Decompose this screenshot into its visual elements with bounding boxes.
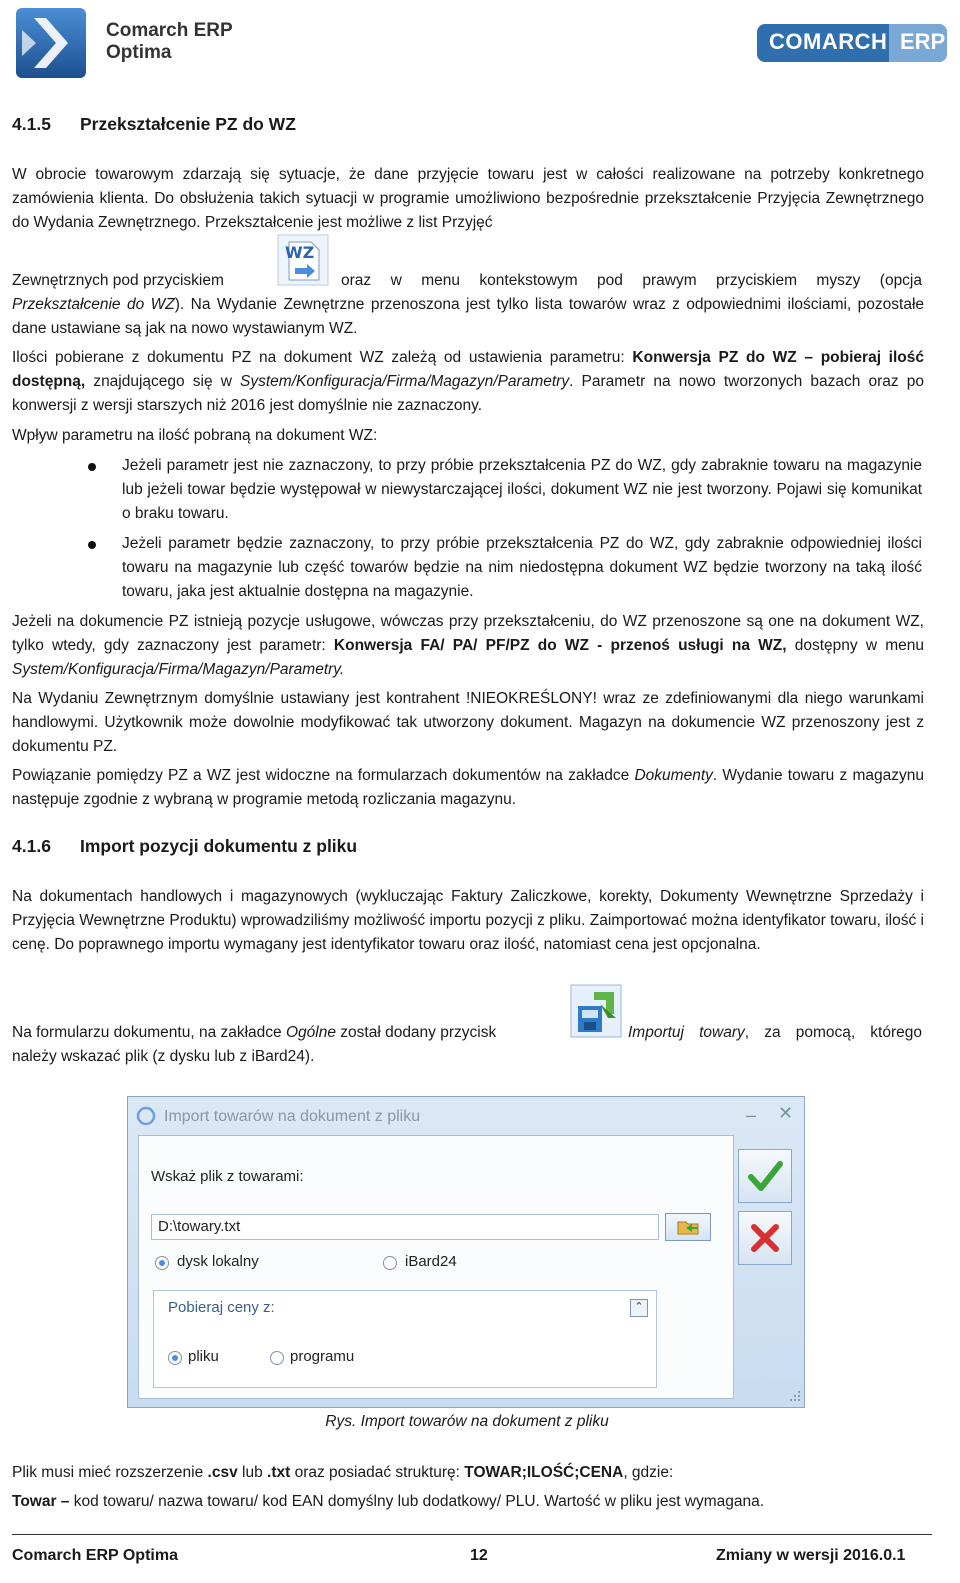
section-heading-416 (12, 836, 357, 857)
close-icon[interactable]: ✕ (778, 1103, 794, 1123)
parameter-name: Konwersja FA/ PA/ PF/PZ do WZ - przenoś usługi na WZ, (333, 637, 787, 654)
option-name: Przekształcenie do WZ (12, 296, 175, 313)
radio-label-local-disk: dysk lokalny (177, 1253, 259, 1270)
browse-button[interactable] (665, 1213, 711, 1241)
paragraph: Wpływ parametru na ilość pobraną na dokument WZ: (12, 427, 378, 444)
convert-to-wz-icon (277, 234, 329, 286)
radio-local-disk[interactable] (155, 1256, 169, 1270)
comarch-erp-logo (757, 24, 947, 62)
paragraph-fragment: należy wskazać plik (z dysku lub z iBard24). (12, 1048, 315, 1065)
cancel-button[interactable] (738, 1211, 792, 1265)
confirm-button[interactable] (738, 1149, 792, 1203)
paragraph-fragment (12, 1021, 496, 1045)
paragraph-text: , za pomocą, którego (744, 1024, 922, 1041)
paragraph-text: ). Na Wydanie Zewnętrzne przenoszona jest tylko lista towarów wraz z odpowiednimi ilościami, pozostałe dane ustawiane są jak na nowo wystawianym WZ. (12, 296, 925, 337)
paragraph: Na Wydaniu Zewnętrznym domyślnie ustawiany jest kontrahent !NIEOKREŚLONY! wraz ze zdefiniowanymi dla niego warunkami handlowymi. Użytkownik może dowolnie modyfikować tak utworzony dokument. Magazyn na dokumencie WZ przenoszony jest z dokumentu PZ. (12, 690, 924, 755)
import-dialog-screenshot (127, 1096, 805, 1408)
paragraph-text: Na formularzu dokumentu, na zakładce (12, 1024, 286, 1041)
price-source-group (153, 1290, 657, 1388)
section-number: 4.1.6 (12, 836, 51, 856)
paragraph (12, 1461, 924, 1485)
group-title: Pobieraj ceny z: (168, 1299, 275, 1316)
paragraph (12, 610, 924, 682)
folder-icon (666, 1214, 710, 1240)
tab-name: Ogólne (285, 1024, 336, 1041)
logo-word-erp: ERP (900, 29, 946, 54)
paragraph (12, 293, 924, 341)
footer-version: Zmiany w wersji 2016.0.1 (716, 1547, 906, 1564)
dialog-title: Import towarów na dokument z pliku (164, 1108, 421, 1125)
checkmark-icon (739, 1150, 791, 1202)
cross-icon (739, 1212, 791, 1264)
button-name: Importuj towary (628, 1024, 745, 1041)
paragraph: W obrocie towarowym zdarzają się sytuacje, że dane przyjęcie towaru jest w całości realizowane na potrzeby konkretnego zamówienia klienta. Do obsłużenia takich sytuacji w programie umożliwiono bezpośrednie przekształcenie Przyjęcia Zewnętrznego do Wydania Zewnętrznego. Przekształcenie jest możliwe z list Przyjęć (12, 166, 924, 231)
footer-divider (12, 1534, 932, 1535)
footer-product: Comarch ERP Optima (12, 1547, 178, 1564)
file-structure: TOWAR;ILOŚĆ;CENA (464, 1464, 624, 1481)
section-title: Import pozycji dokumentu z pliku (80, 836, 358, 856)
paragraph-text: lub (237, 1464, 268, 1481)
resize-grip-icon[interactable] (788, 1389, 802, 1403)
paragraph (12, 346, 924, 418)
logo-word-comarch: COMARCH (769, 29, 888, 54)
paragraph-text: , gdzie: (623, 1464, 674, 1481)
footer-page-number: 12 (470, 1547, 488, 1564)
file-extension: .txt (267, 1464, 291, 1481)
list-item: Jeżeli parametr będzie zaznaczony, to przy próbie przekształcenia PZ do WZ, gdy zabraknie odpowiedniej ilości towaru na magazynie lub część towarów będzie na nim niedostępna dokument WZ będzie tworzony na taką ilość towaru, jaka jest aktualnie dostępna na magazynie. (122, 535, 922, 600)
radio-price-file[interactable] (168, 1351, 182, 1365)
paragraph-text: dostępny w menu (786, 637, 924, 654)
brand-line-2: Optima (106, 42, 172, 63)
paragraph-text: Powiązanie pomiędzy PZ a WZ jest widoczne na formularzach dokumentów na zakładce (12, 767, 635, 784)
paragraph-text: . Wydanie towaru z magazynu następuje zgodnie z wybraną w programie metodą rozliczania magazynu. (12, 767, 924, 808)
paragraph-fragment: oraz w menu kontekstowym pod prawym przyciskiem myszy (opcja (341, 272, 922, 289)
paragraph-text: kod towaru/ nazwa towaru/ kod EAN domyślny lub dodatkowy/ PLU. Wartość w pliku jest wymagana. (69, 1493, 765, 1510)
section-number: 4.1.5 (12, 114, 51, 134)
radio-label-ibard24: iBard24 (405, 1253, 457, 1270)
bullet-dot (88, 463, 96, 471)
bullet-dot (88, 541, 96, 549)
paragraph-text: Plik musi mieć rozszerzenie (12, 1464, 208, 1481)
tab-name: Dokumenty (634, 767, 713, 784)
file-extension: .csv (207, 1464, 238, 1481)
paragraph-fragment: Zewnętrznych pod przyciskiem (12, 272, 224, 289)
paragraph (12, 764, 924, 812)
paragraph: Na dokumentach handlowych i magazynowych (wykluczając Faktury Zaliczkowe, korekty, Dokumenty Wewnętrzne Sprzedaży i Przyjęcia Wewnętrzne Produktu) wprowadziliśmy możliwość importu pozycji z pliku. Zaimportować można identyfikator towaru, ilość i cenę. Do poprawnego importu wymagany jest identyfikator towaru oraz ilość, natomiast cena jest opcjonalna. (12, 888, 924, 953)
paragraph-text: znajdującego się w (85, 373, 241, 390)
parameter-name: Konwersja PZ do WZ – pobieraj ilość dostępną, (12, 349, 925, 390)
section-title: Przekształcenie PZ do WZ (80, 114, 296, 134)
paragraph (12, 1490, 924, 1514)
brand-name (106, 20, 233, 64)
list-item: Jeżeli parametr jest nie zaznaczony, to przy próbie przekształcenia PZ do WZ, gdy zabraknie towaru na magazynie lub jeżeli towar będzie występował w niewystarczającej ilości, dokument WZ nie jest tworzony. Pojawi się komunikat o braku towaru. (122, 457, 922, 522)
minimize-icon[interactable]: – (746, 1105, 757, 1125)
menu-path: System/Konfiguracja/Firma/Magazyn/Parametry (240, 373, 570, 390)
dialog-panel (138, 1135, 734, 1399)
menu-path: System/Konfiguracja/Firma/Magazyn/Parametry. (12, 661, 345, 678)
svg-text:WZ: WZ (285, 243, 315, 262)
field-name: Towar – (12, 1493, 70, 1510)
paragraph-text: Ilości pobierane z dokumentu PZ na dokument WZ zależą od ustawienia parametru: (12, 349, 633, 366)
radio-price-program[interactable] (270, 1351, 284, 1365)
dialog-app-icon (136, 1106, 156, 1126)
paragraph-fragment (628, 1021, 922, 1045)
collapse-icon[interactable]: ⌃ (630, 1299, 648, 1317)
radio-label-price-file: pliku (188, 1348, 219, 1365)
paragraph-text: Jeżeli na dokumencie PZ istnieją pozycje usługowe, wówczas przy przekształceniu, do WZ przenoszone są one na dokument WZ, tylko wtedy, gdy zaznaczony jest parametr: (12, 613, 924, 654)
paragraph-text: został dodany przycisk (335, 1024, 497, 1041)
file-path-input[interactable]: D:\towary.txt (151, 1214, 659, 1240)
section-heading-415 (12, 114, 296, 135)
brand-line-1: Comarch ERP (106, 20, 233, 41)
figure-caption: Rys. Import towarów na dokument z pliku (325, 1413, 609, 1430)
radio-label-price-program: programu (290, 1348, 355, 1365)
file-label: Wskaż plik z towarami: (151, 1168, 304, 1185)
paragraph-text: oraz posiadać strukturę: (290, 1464, 465, 1481)
comarch-optima-logo (16, 8, 86, 78)
import-goods-icon (570, 984, 622, 1038)
paragraph-text: . Parametr na nowo tworzonych bazach oraz po konwersji z wersji starszych niż 2016 jest domyślnie nie zaznaczony. (12, 373, 924, 414)
radio-ibard24[interactable] (383, 1256, 397, 1270)
